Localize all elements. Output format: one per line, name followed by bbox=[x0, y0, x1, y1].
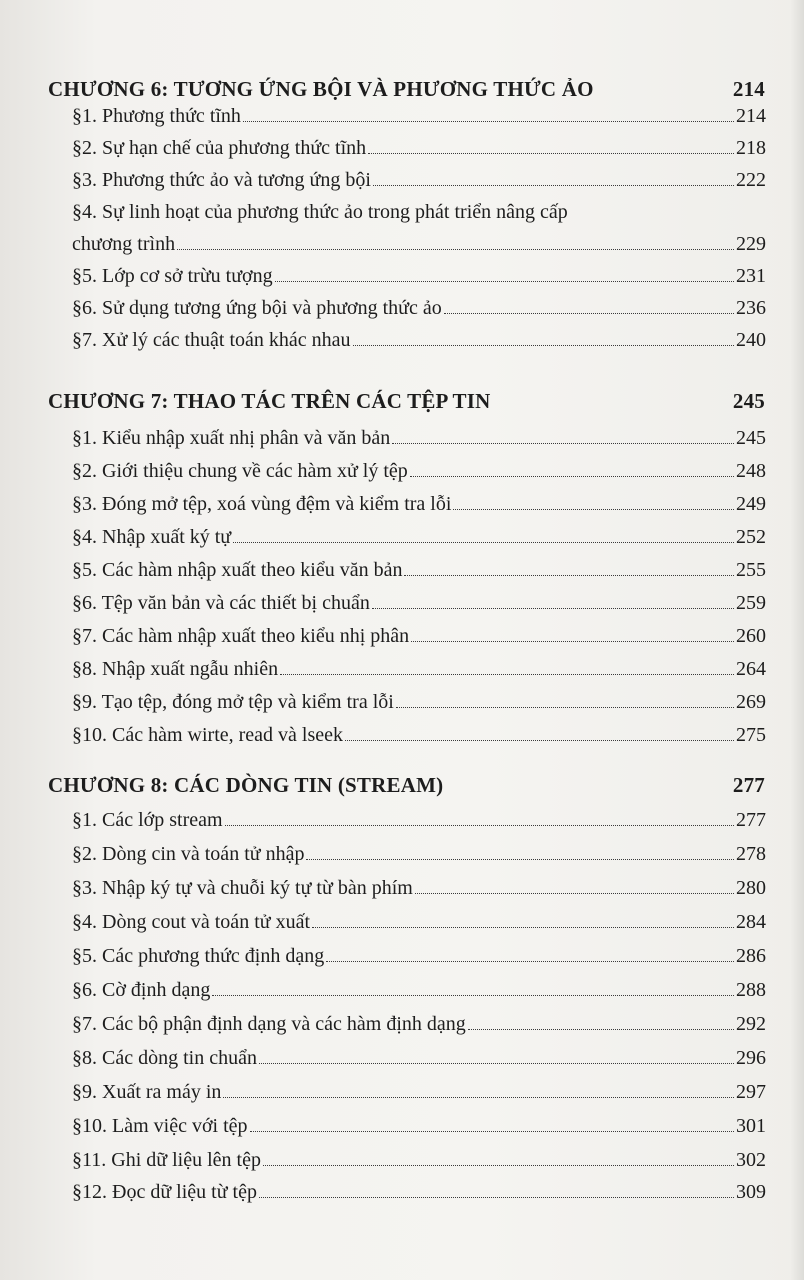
toc-entry bbox=[72, 1140, 766, 1172]
dot-leader bbox=[223, 1096, 734, 1098]
chapter-page-number: 245 bbox=[732, 389, 765, 413]
entry-title: §3. Phương thức ảo và tương ứng bội bbox=[72, 169, 371, 191]
chapter-7-heading bbox=[48, 378, 765, 414]
dot-leader bbox=[306, 858, 734, 860]
entry-title: §5. Lớp cơ sở trừu tượng bbox=[72, 265, 273, 287]
entry-title: §12. Đọc dữ liệu từ tệp bbox=[72, 1181, 257, 1203]
toc-entry bbox=[72, 320, 766, 352]
dot-leader bbox=[410, 475, 734, 477]
toc-entry bbox=[72, 616, 766, 648]
entry-page-number: 218 bbox=[736, 137, 766, 159]
entry-title: §1. Các lớp stream bbox=[72, 809, 223, 831]
dot-leader bbox=[468, 1028, 734, 1030]
entry-page-number: 309 bbox=[736, 1181, 766, 1203]
entry-title: §6. Cờ định dạng bbox=[72, 979, 211, 1001]
dot-leader bbox=[280, 673, 734, 675]
dot-leader bbox=[263, 1164, 734, 1166]
entry-title: §4. Dòng cout và toán tử xuất bbox=[72, 911, 311, 933]
entry-title: §9. Xuất ra máy in bbox=[72, 1081, 222, 1103]
dot-leader bbox=[392, 442, 734, 444]
entry-page-number: 236 bbox=[736, 297, 766, 319]
toc-entry bbox=[72, 649, 766, 681]
chapter-title: CHƯƠNG 8: CÁC DÒNG TIN (STREAM) bbox=[48, 773, 444, 797]
entry-page-number: 284 bbox=[736, 911, 766, 933]
entry-page-number: 302 bbox=[736, 1149, 766, 1171]
toc-entry bbox=[72, 902, 766, 934]
dot-leader bbox=[177, 248, 734, 250]
entry-page-number: 252 bbox=[736, 526, 766, 548]
chapter-page-number: 214 bbox=[732, 77, 765, 101]
dot-leader bbox=[444, 312, 734, 314]
entry-page-number: 277 bbox=[736, 809, 766, 831]
entry-page-number: 255 bbox=[736, 559, 766, 581]
dot-leader bbox=[368, 152, 734, 154]
entry-title: §1. Phương thức tĩnh bbox=[72, 105, 241, 127]
entry-page-number: 222 bbox=[736, 169, 766, 191]
entry-title: §5. Các hàm nhập xuất theo kiểu văn bản bbox=[72, 559, 403, 581]
toc-entry bbox=[72, 1004, 766, 1036]
toc-entry bbox=[72, 128, 766, 160]
chapter-8-heading bbox=[48, 762, 765, 798]
toc-entry bbox=[72, 96, 766, 128]
entry-page-number: 278 bbox=[736, 843, 766, 865]
entry-page-number: 296 bbox=[736, 1047, 766, 1069]
dot-leader bbox=[259, 1062, 734, 1064]
entry-page-number: 269 bbox=[736, 691, 766, 713]
entry-page-number: 245 bbox=[736, 427, 766, 449]
entry-title: §10. Các hàm wirte, read và lseek bbox=[72, 724, 344, 746]
entry-title: §3. Nhập ký tự và chuỗi ký tự từ bàn phím bbox=[72, 877, 413, 899]
entry-title: §5. Các phương thức định dạng bbox=[72, 945, 325, 967]
dot-leader bbox=[233, 541, 734, 543]
entry-title-continuation: chương trình bbox=[72, 233, 176, 255]
entry-page-number: 301 bbox=[736, 1115, 766, 1137]
toc-entry bbox=[72, 868, 766, 900]
dot-leader bbox=[225, 824, 734, 826]
entry-title: §10. Làm việc với tệp bbox=[72, 1115, 248, 1137]
page-edge-shadow bbox=[790, 0, 804, 1280]
entry-page-number: 260 bbox=[736, 625, 766, 647]
entry-title: §2. Sự hạn chế của phương thức tĩnh bbox=[72, 137, 367, 159]
entry-page-number: 231 bbox=[736, 265, 766, 287]
entry-page-number: 280 bbox=[736, 877, 766, 899]
toc-entry bbox=[72, 1172, 766, 1204]
entry-page-number: 264 bbox=[736, 658, 766, 680]
dot-leader bbox=[411, 640, 734, 642]
dot-leader bbox=[212, 994, 734, 996]
entry-page-number: 288 bbox=[736, 979, 766, 1001]
entry-page-number: 229 bbox=[736, 233, 766, 255]
toc-entry bbox=[72, 936, 766, 968]
dot-leader bbox=[326, 960, 734, 962]
entry-title: §1. Kiểu nhập xuất nhị phân và văn bản bbox=[72, 427, 391, 449]
chapter-title: CHƯƠNG 6: TƯƠNG ỨNG BỘI VÀ PHƯƠNG THỨC ẢO bbox=[48, 77, 594, 101]
toc-entry bbox=[72, 418, 766, 450]
entry-page-number: 297 bbox=[736, 1081, 766, 1103]
entry-page-number: 275 bbox=[736, 724, 766, 746]
entry-title: §7. Các bộ phận định dạng và các hàm định dạng bbox=[72, 1013, 466, 1035]
toc-entry-first-line bbox=[72, 192, 766, 224]
entry-title: §2. Dòng cin và toán tử nhập bbox=[72, 843, 305, 865]
toc-entry-continuation bbox=[72, 224, 766, 256]
entry-title: §9. Tạo tệp, đóng mở tệp và kiểm tra lỗi bbox=[72, 691, 394, 713]
entry-page-number: 214 bbox=[736, 105, 766, 127]
toc-entry bbox=[72, 288, 766, 320]
chapter-page-number: 277 bbox=[732, 773, 765, 797]
toc-entry bbox=[72, 834, 766, 866]
entry-title: §6. Sử dụng tương ứng bội và phương thức ảo bbox=[72, 297, 442, 319]
dot-leader bbox=[259, 1196, 734, 1198]
dot-leader bbox=[243, 120, 734, 122]
entry-title: §11. Ghi dữ liệu lên tệp bbox=[72, 1149, 261, 1171]
entry-page-number: 292 bbox=[736, 1013, 766, 1035]
entry-page-number: 249 bbox=[736, 493, 766, 515]
entry-title: §8. Các dòng tin chuẩn bbox=[72, 1047, 257, 1069]
toc-entry bbox=[72, 517, 766, 549]
toc-entry bbox=[72, 451, 766, 483]
entry-title: §4. Sự linh hoạt của phương thức ảo trong phát triển nâng cấp bbox=[72, 201, 568, 223]
toc-entry bbox=[72, 1072, 766, 1104]
dot-leader bbox=[415, 892, 734, 894]
dot-leader bbox=[372, 607, 734, 609]
toc-entry bbox=[72, 1038, 766, 1070]
toc-entry bbox=[72, 256, 766, 288]
entry-page-number: 286 bbox=[736, 945, 766, 967]
dot-leader bbox=[396, 706, 734, 708]
toc-entry bbox=[72, 160, 766, 192]
entry-page-number: 259 bbox=[736, 592, 766, 614]
entry-page-number: 240 bbox=[736, 329, 766, 351]
dot-leader bbox=[453, 508, 734, 510]
toc-entry bbox=[72, 800, 766, 832]
toc-entry bbox=[72, 682, 766, 714]
entry-title: §4. Nhập xuất ký tự bbox=[72, 526, 232, 548]
toc-entry bbox=[72, 1106, 766, 1138]
dot-leader bbox=[312, 926, 734, 928]
toc-entry bbox=[72, 583, 766, 615]
toc-entry bbox=[72, 970, 766, 1002]
entry-title: §7. Xử lý các thuật toán khác nhau bbox=[72, 329, 351, 351]
dot-leader bbox=[404, 574, 734, 576]
toc-entry bbox=[72, 484, 766, 516]
toc-entry bbox=[72, 550, 766, 582]
entry-page-number: 248 bbox=[736, 460, 766, 482]
chapter-title: CHƯƠNG 7: THAO TÁC TRÊN CÁC TỆP TIN bbox=[48, 389, 491, 413]
dot-leader bbox=[373, 184, 734, 186]
entry-title: §3. Đóng mở tệp, xoá vùng đệm và kiểm tra lỗi bbox=[72, 493, 452, 515]
dot-leader bbox=[275, 280, 734, 282]
entry-title: §2. Giới thiệu chung về các hàm xử lý tệp bbox=[72, 460, 408, 482]
dot-leader bbox=[250, 1130, 734, 1132]
dot-leader bbox=[345, 739, 734, 741]
toc-entry bbox=[72, 715, 766, 747]
entry-title: §7. Các hàm nhập xuất theo kiểu nhị phân bbox=[72, 625, 410, 647]
dot-leader bbox=[353, 344, 734, 346]
entry-title: §6. Tệp văn bản và các thiết bị chuẩn bbox=[72, 592, 370, 614]
entry-title: §8. Nhập xuất ngẫu nhiên bbox=[72, 658, 279, 680]
